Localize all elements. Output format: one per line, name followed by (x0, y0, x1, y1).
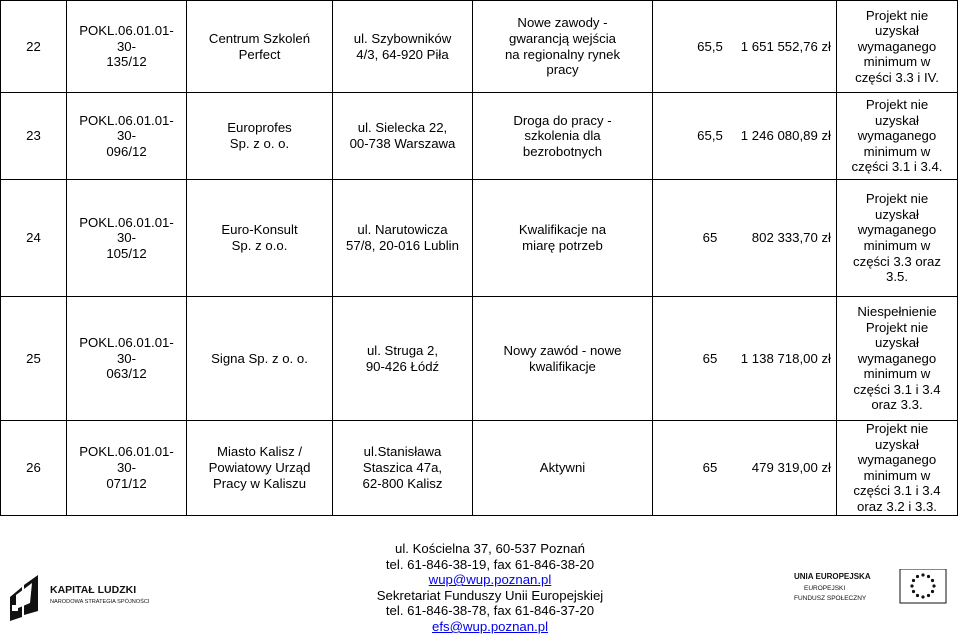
project-code-line: 105/12 (106, 245, 147, 261)
score: 65 (702, 459, 718, 475)
table-row (1, 93, 958, 180)
applicant-address-cell (333, 297, 473, 421)
applicant-name-cell (187, 1, 333, 93)
evaluation-status-cell (837, 421, 958, 516)
project-code-cell (67, 297, 187, 421)
project-title-cell (473, 180, 653, 297)
eu-star-icon (932, 584, 935, 587)
evaluation-status-line: Projekt nie (865, 7, 929, 23)
applicant-address-line: 57/8, 20-016 Lublin (346, 238, 459, 253)
score-amount-cell (653, 297, 837, 421)
eu-star-icon (927, 594, 930, 597)
evaluation-status-line: części 3.1 i 3.4 (853, 381, 941, 397)
evaluation-status-line: minimum w (863, 143, 931, 159)
applicant-address-cell (333, 93, 473, 180)
row-number-cell: 23 (1, 93, 67, 180)
applicant-address-line: ul. Szybowników (353, 30, 452, 46)
applicant-name-cell (187, 421, 333, 516)
evaluation-status-cell (837, 1, 958, 93)
evaluation-status-line: Projekt nie (865, 319, 929, 335)
applicant-address-line: ul. Narutowicza (357, 222, 448, 238)
applicant-name-line: Signa Sp. z o. o. (211, 350, 308, 366)
project-title-line: bezrobotnych (522, 143, 603, 159)
eu-star-icon (916, 594, 919, 597)
address-line: Sekretariat Funduszy Unii Europejskiej (376, 587, 604, 603)
evaluation-status-line: minimum w (863, 238, 931, 253)
evaluation-status-line: 3.5. (886, 269, 908, 285)
applicant-address-line: ul. Sielecka 22, (357, 120, 448, 136)
evaluation-status-line: minimum w (863, 366, 931, 382)
project-title-line: szkolenia dla (524, 128, 601, 144)
amount: 802 333,70 zł (751, 230, 831, 246)
applicant-name-cell (187, 93, 333, 180)
evaluation-status-line: uzyskał (875, 23, 919, 39)
applicant-name-line: Miasto Kalisz / (216, 444, 302, 460)
applicant-name-line: Powiatowy Urząd (208, 459, 311, 475)
applicant-address-line: ul.Stanisława (363, 444, 442, 460)
table-row (1, 1, 958, 93)
eu-line3: FUNDUSZ SPOŁECZNY (794, 595, 867, 602)
evaluation-status-line: uzyskał (875, 206, 919, 222)
project-title-line: miarę potrzeb (522, 238, 603, 253)
score-amount-cell (653, 180, 837, 297)
score: 65 (702, 230, 718, 246)
applicant-name-cell (187, 297, 333, 421)
applicant-address-line: Staszica 47a, (362, 459, 443, 475)
project-title-cell (473, 93, 653, 180)
applicant-name-line: Centrum Szkoleń (208, 30, 311, 46)
eu-social-fund-logo (790, 569, 950, 619)
applicant-name-line: Europrofes (227, 120, 292, 136)
score: 65 (702, 350, 718, 366)
evaluation-status-line: Projekt nie (865, 421, 929, 436)
evaluation-status-line: wymaganego (857, 38, 937, 54)
project-title-line: Droga do pracy - (513, 112, 612, 128)
project-code-cell (67, 421, 187, 516)
project-code-cell (67, 1, 187, 93)
project-code-line: 063/12 (106, 366, 147, 382)
eu-star-icon (921, 595, 924, 598)
kl-title: KAPITAŁ LUDZKI (50, 584, 137, 596)
email-link-efs[interactable]: efs@wup.poznan.pl (431, 618, 549, 634)
evaluation-status-line: części 3.1 i 3.4. (851, 159, 943, 175)
eu-star-icon (921, 573, 924, 576)
address-line: tel. 61-846-38-78, fax 61-846-37-20 (385, 603, 595, 619)
evaluation-status-line: uzyskał (875, 335, 919, 351)
applicant-address-cell (333, 421, 473, 516)
footer (0, 541, 959, 635)
eu-star-icon (912, 579, 915, 582)
applicant-address-cell (333, 1, 473, 93)
eu-star-icon (910, 584, 913, 587)
address-line: tel. 61-846-38-19, fax 61-846-38-20 (385, 556, 595, 572)
applicant-name-line: Pracy w Kaliszu (212, 475, 307, 491)
applicant-address-cell (333, 180, 473, 297)
row-number-cell: 25 (1, 297, 67, 421)
project-code-line: 096/12 (106, 143, 147, 159)
evaluation-status-line: uzyskał (875, 436, 919, 452)
score: 65,5 (697, 128, 723, 144)
applicant-address-line: 4/3, 64-920 Piła (356, 46, 449, 62)
amount: 1 246 080,89 zł (740, 128, 831, 144)
kl-subtitle: NARODOWA STRATEGIA SPÓJNOŚCI (50, 599, 150, 605)
evaluation-status-line: oraz 3.2 i 3.3. (857, 498, 937, 514)
project-code-line: 135/12 (106, 54, 147, 70)
applicant-address-line: 90-426 Łódź (365, 358, 440, 374)
project-code-cell (67, 180, 187, 297)
table-row (1, 180, 958, 297)
evaluation-status-line: Projekt nie (865, 97, 929, 113)
evaluation-status-cell (837, 297, 958, 421)
evaluation-status-cell (837, 180, 958, 297)
eu-line1: UNIA EUROPEJSKA (794, 572, 871, 581)
email-link-wup[interactable]: wup@wup.poznan.pl (428, 572, 552, 588)
evaluation-status-line: minimum w (863, 54, 931, 70)
amount: 479 319,00 zł (751, 459, 831, 475)
amount: 1 138 718,00 zł (740, 350, 831, 366)
applicant-name-line: Sp. z o. o. (229, 136, 290, 151)
evaluation-status-line: uzyskał (875, 112, 919, 128)
evaluation-status-line: wymaganego (857, 128, 937, 144)
project-title-cell (473, 297, 653, 421)
project-code-line: POKL.06.01.01-30- (79, 335, 174, 366)
project-title-line: kwalifikacje (529, 358, 596, 374)
project-title-line: Kwalifikacje na (518, 222, 607, 238)
table-row (1, 297, 958, 421)
amount: 1 651 552,76 zł (740, 38, 831, 54)
evaluation-status-line: Projekt nie (865, 191, 929, 207)
project-title-line: Nowe zawody - (517, 15, 608, 31)
score-amount-cell (653, 1, 837, 93)
row-number-cell: 22 (1, 1, 67, 93)
project-title-line: Aktywni (539, 459, 586, 475)
project-code-line: POKL.06.01.01-30- (79, 112, 174, 144)
evaluation-status-line: części 3.3 oraz (853, 253, 941, 269)
evaluation-status-line: części 3.3 i IV. (855, 69, 939, 85)
eu-star-icon (916, 575, 919, 578)
applicant-name-line: Sp. z o.o. (231, 238, 288, 253)
project-title-line: Nowy zawód - nowe (503, 342, 622, 358)
project-title-line: pracy (546, 62, 579, 78)
project-code-line: POKL.06.01.01-30- (79, 444, 174, 475)
eu-star-icon (931, 579, 934, 582)
applicant-address-line: 62-800 Kalisz (362, 475, 443, 491)
score-amount-cell (653, 93, 837, 180)
row-number-cell: 26 (1, 421, 67, 516)
project-code-line: POKL.06.01.01-30- (79, 23, 174, 54)
evaluation-status-line: oraz 3.3. (871, 397, 923, 413)
project-title-line: gwarancją wejścia (508, 30, 616, 46)
score-amount-cell (653, 421, 837, 516)
applicant-address-line: 00-738 Warszawa (349, 136, 456, 151)
applicant-address-line: ul. Struga 2, (366, 342, 439, 358)
score: 65,5 (697, 38, 723, 54)
project-code-line: 071/12 (106, 475, 147, 491)
contact-address (320, 541, 660, 635)
project-code-cell (67, 93, 187, 180)
table-row (1, 421, 958, 516)
evaluation-status-line: części 3.1 i 3.4 (853, 483, 941, 499)
applicant-name-cell (187, 180, 333, 297)
address-line: ul. Kościelna 37, 60-537 Poznań (395, 541, 585, 556)
applicant-name-line: Euro-Konsult (221, 222, 298, 238)
applicant-name-line: Perfect (238, 46, 281, 62)
eu-star-icon (931, 590, 934, 593)
evaluation-status-line: wymaganego (857, 350, 937, 366)
project-code-line: POKL.06.01.01-30- (79, 214, 174, 246)
project-title-cell (473, 1, 653, 93)
evaluation-status-line: Niespełnienie (857, 303, 937, 319)
kapital-ludzki-logo (8, 565, 158, 625)
evaluation-status-line: minimum w (863, 467, 931, 483)
eu-star-icon (927, 575, 930, 578)
evaluation-status-line: wymaganego (857, 452, 937, 468)
eu-star-icon (912, 590, 915, 593)
evaluation-status-cell (837, 93, 958, 180)
project-title-line: na regionalny rynek (504, 46, 621, 62)
project-title-cell (473, 421, 653, 516)
row-number-cell: 24 (1, 180, 67, 297)
evaluation-status-line: wymaganego (857, 222, 937, 238)
eu-line2: EUROPEJSKI (804, 585, 846, 592)
